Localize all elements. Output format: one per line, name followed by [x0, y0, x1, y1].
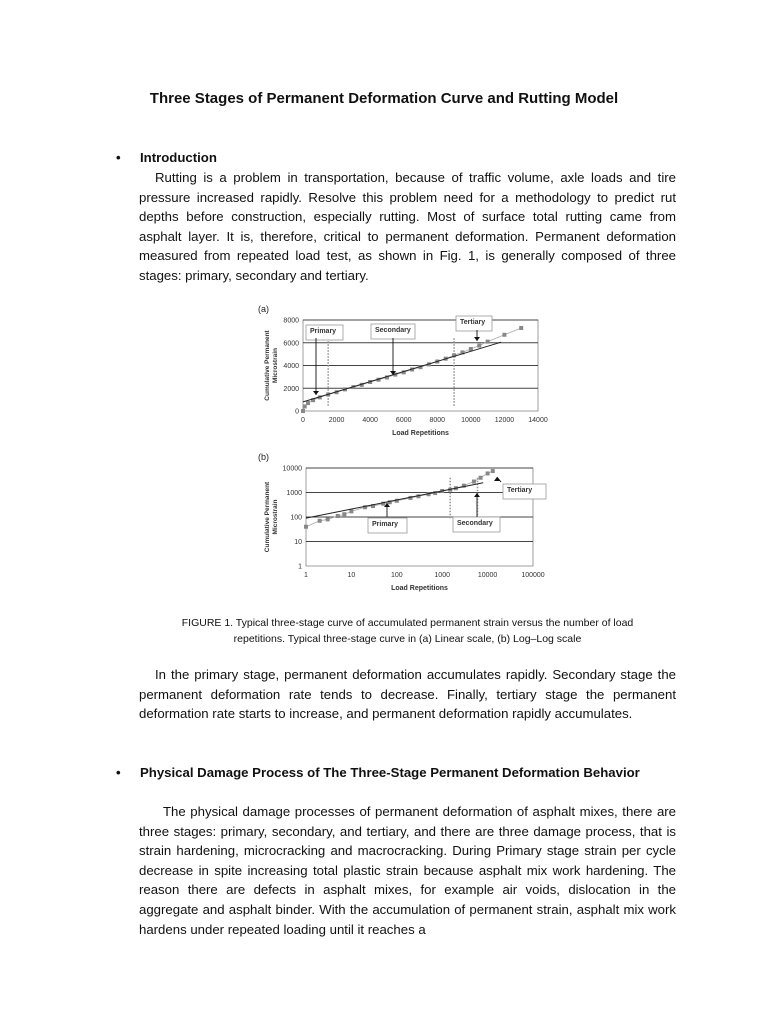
heading-text: Physical Damage Process of The Three-Stage Permanent Deformation Behavior — [140, 765, 640, 780]
paragraph-text: Rutting is a problem in transportation, because of traffic volume, axle loads and tire pressure increased rapidly. Resolve this problem need for a methodology to predict rut depths before construction, especially rutting. Most of surface total rutting came from asphalt layer. It is, therefore, critical to permanent deformation. Permanent deformation measured from repeated load test, as shown in Fig. 1, is generally composed of three stages: primary, secondary and tertiary. — [139, 170, 676, 283]
intro-paragraph — [139, 168, 676, 286]
data-point — [519, 326, 523, 330]
x-tick-label: 12000 — [494, 417, 515, 424]
paragraph-text: The physical damage processes of permanent deformation of asphalt mixes, there are three stages: primary, secondary, and tertiary, and there are three damage process, that is strain hardening, microcracking and macrocracking. During Primary stage strain per cycle decrease in spite increasing total plastic strain because asphalt mix work hardening. The reason there are defects in asphalt mixes, for example air voids, dislocation in the aggregate and asphalt binder. With the accumulation of permanent strain, asphalt mix work hardens under repeated loading until it reaches a — [139, 804, 676, 937]
data-point — [491, 469, 495, 473]
section-heading-damage-process — [116, 765, 640, 780]
data-point — [326, 517, 330, 521]
figure-caption — [140, 615, 675, 647]
x-tick-label: 1000 — [434, 572, 450, 579]
y-axis-title: Cumulative Permanent — [264, 330, 271, 401]
x-tick-label: 1 — [304, 572, 308, 579]
data-point — [318, 519, 322, 523]
y-axis-title: Microstrain — [272, 347, 279, 384]
stages-paragraph — [139, 665, 676, 724]
y-axis-title: Cumulative Permanent — [264, 481, 271, 553]
data-point — [336, 514, 340, 518]
x-axis-title: Load Repetitions — [391, 585, 448, 592]
data-point — [306, 401, 310, 405]
y-tick-label: 0 — [295, 408, 299, 416]
data-point — [342, 512, 346, 516]
annotation-label: Tertiary — [507, 487, 533, 494]
x-tick-label: 4000 — [362, 417, 378, 424]
bullet-icon: • — [116, 150, 121, 165]
panel-label: (b) — [258, 452, 269, 462]
x-tick-label: 14000 — [528, 417, 548, 424]
y-tick-label: 8000 — [283, 317, 299, 325]
y-tick-label: 2000 — [283, 385, 299, 393]
x-tick-label: 10 — [347, 572, 356, 579]
y-tick-label: 10000 — [282, 465, 302, 473]
annotation-label: Primary — [310, 328, 337, 335]
panel-label: (a) — [258, 304, 269, 314]
data-point — [301, 409, 305, 413]
chart-linear-scale — [255, 298, 560, 443]
annotation-label: Secondary — [457, 520, 493, 527]
heading-text: Introduction — [140, 150, 217, 165]
y-tick-label: 4000 — [283, 363, 299, 370]
x-tick-label: 10000 — [461, 417, 481, 424]
data-point — [303, 404, 307, 408]
data-point — [502, 333, 506, 337]
damage-paragraph — [139, 802, 676, 939]
y-axis-title: Microstrain — [272, 499, 279, 535]
data-point — [477, 344, 481, 348]
data-point — [304, 525, 308, 529]
x-tick-label: 100000 — [521, 572, 545, 579]
y-tick-label: 10 — [294, 539, 302, 546]
caption-line: FIGURE 1. Typical three-stage curve of accumulated permanent strain versus the number of load — [181, 617, 634, 629]
x-tick-label: 10000 — [477, 572, 498, 579]
data-point — [486, 340, 490, 344]
x-tick-label: 0 — [301, 417, 305, 424]
annotation-label: Secondary — [375, 327, 411, 334]
x-axis-title: Load Repetitions — [392, 430, 449, 437]
data-point — [472, 480, 476, 484]
data-point — [486, 471, 490, 475]
bullet-icon: • — [116, 765, 121, 780]
y-tick-label: 1000 — [286, 490, 302, 497]
annotation-label: Tertiary — [460, 319, 486, 326]
chart-log-log-scale — [255, 447, 560, 600]
data-point — [479, 476, 483, 480]
caption-line: repetitions. Typical three-stage curve in (a) Linear scale, (b) Log–Log scale — [233, 633, 582, 645]
y-tick-label: 100 — [290, 514, 302, 522]
x-tick-label: 6000 — [395, 417, 412, 424]
data-point — [349, 509, 353, 513]
page-title: Three Stages of Permanent Deformation Curve and Rutting Model — [149, 90, 619, 107]
paragraph-text: In the primary stage, permanent deformation accumulates rapidly. Secondary stage the permanent deformation rate tends to decrease. Finally, tertiary stage the permanent deformation rate starts to increase, and permanent deformation rapidly accumulates. — [139, 667, 676, 722]
annotation-label: Primary — [372, 521, 399, 528]
x-tick-label: 100 — [390, 572, 403, 579]
section-heading-introduction — [116, 150, 217, 165]
x-tick-label: 2000 — [328, 417, 345, 424]
x-tick-label: 8000 — [429, 417, 446, 424]
y-tick-label: 1 — [298, 563, 302, 571]
y-tick-label: 6000 — [283, 340, 299, 348]
